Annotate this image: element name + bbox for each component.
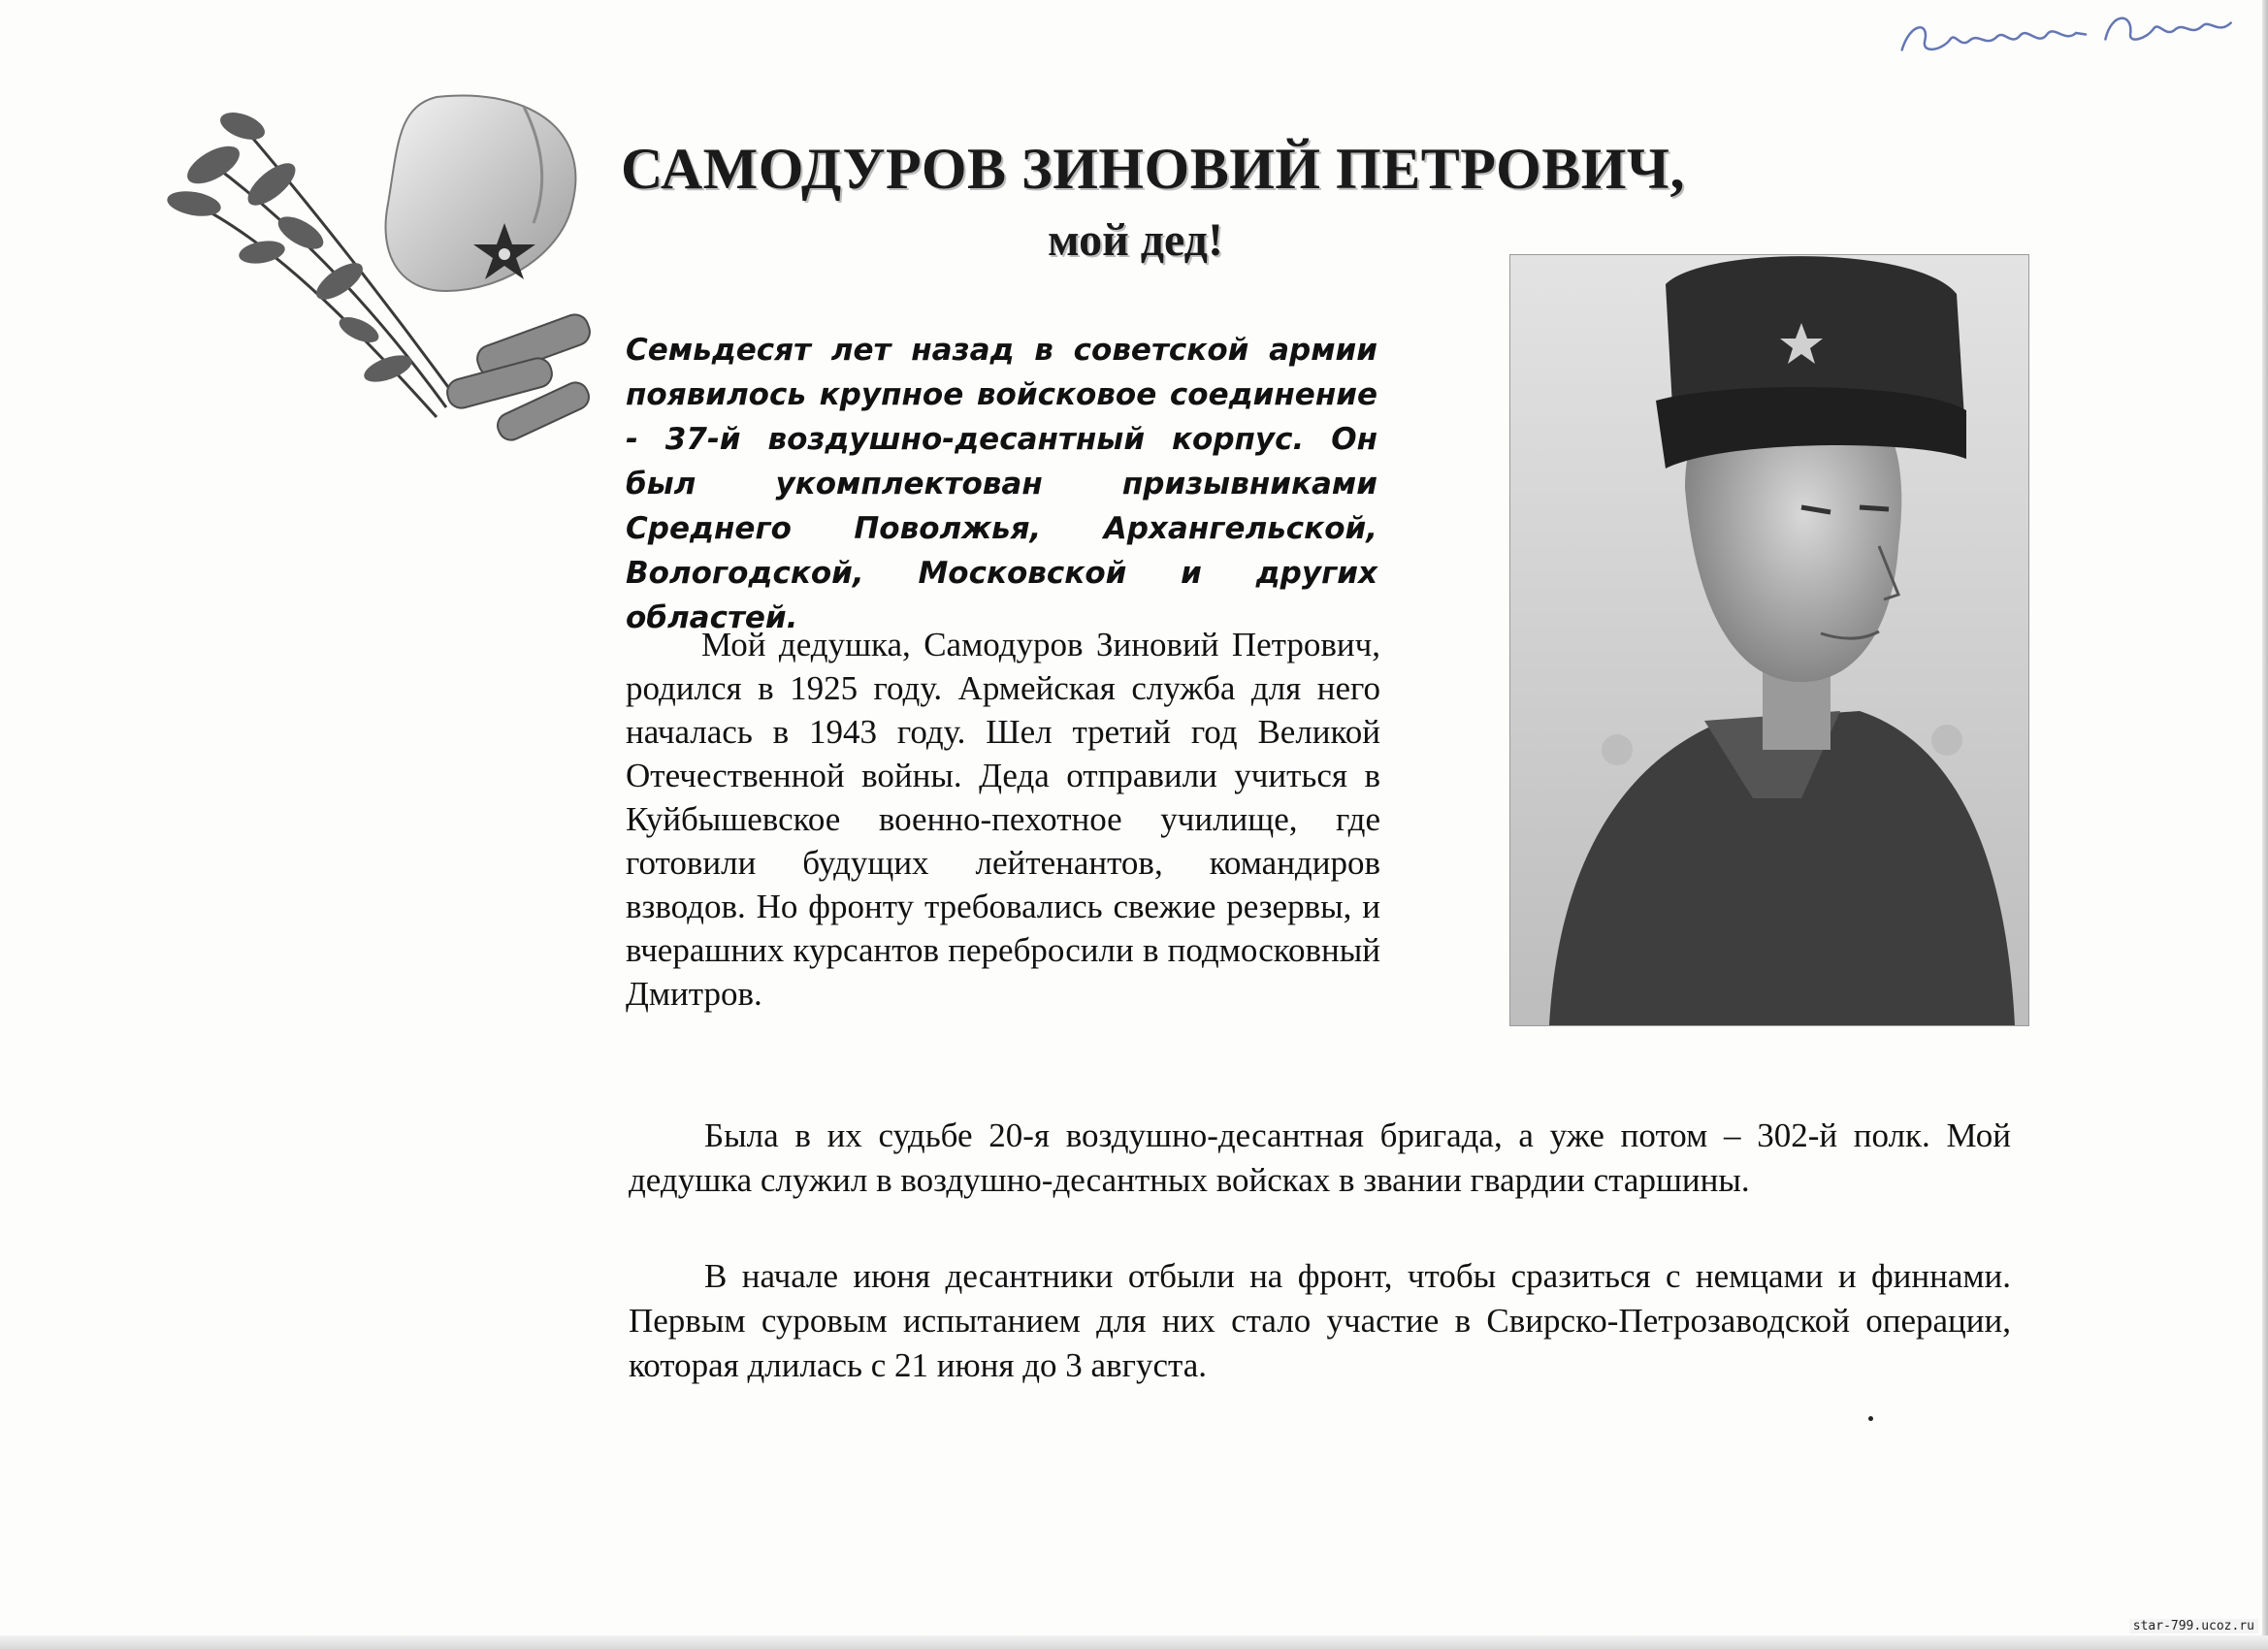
- biography-paragraph: Была в их судьбе 20-я воздушно-десантная бригада, а уже потом – 302-й полк. Мой дедушка служил в воздушно-десантных войсках в звании гвардии старшины.: [629, 1116, 2011, 1199]
- scan-edge-right: [2262, 0, 2268, 1649]
- stray-mark: [1868, 1416, 1873, 1421]
- portrait-photo: [1509, 254, 2029, 1026]
- scan-edge-bottom: [0, 1635, 2268, 1649]
- soldier-portrait-image: [1510, 255, 2028, 1025]
- intro-paragraph: Семьдесят лет назад в советской армии появилось крупное войсковое соединение - 37-й воздушно-десантный корпус. Он был укомплектован призывниками Среднего Поволжья, Архангельской, Вологодской, Московской и других областей.: [626, 333, 1377, 635]
- site-watermark: star-799.ucoz.ru: [2129, 1619, 2258, 1633]
- page-subtitle: мой дед!: [1048, 214, 1223, 266]
- biography-paragraph: В начале июня десантники отбыли на фронт, чтобы сразиться с немцами и финнами. Первым суровым испытанием для них стало участие в Свирско-Петрозаводской операции, которая длилась с 21 июня до 3 августа.: [629, 1257, 2011, 1384]
- signature-scribble-icon: [1891, 0, 2262, 72]
- page-title: САМОДУРОВ ЗИНОВИЙ ПЕТРОВИЧ,: [621, 137, 1685, 201]
- helmet-and-flowers-illustration: [155, 87, 660, 456]
- biography-paragraph: Мой дедушка, Самодуров Зиновий Петрович, родился в 1925 году. Армейская служба для него началась в 1943 году. Шел третий год Великой Отечественной войны. Деда отправили учиться в Куйбышевское военно-пехотное училище, где готовили будущих лейтенантов, командиров взводов. Но фронту требовались свежие резервы, и вчерашних курсантов перебросили в подмосковный Дмитров.: [626, 626, 1380, 1013]
- handwritten-signature: [1891, 0, 2262, 72]
